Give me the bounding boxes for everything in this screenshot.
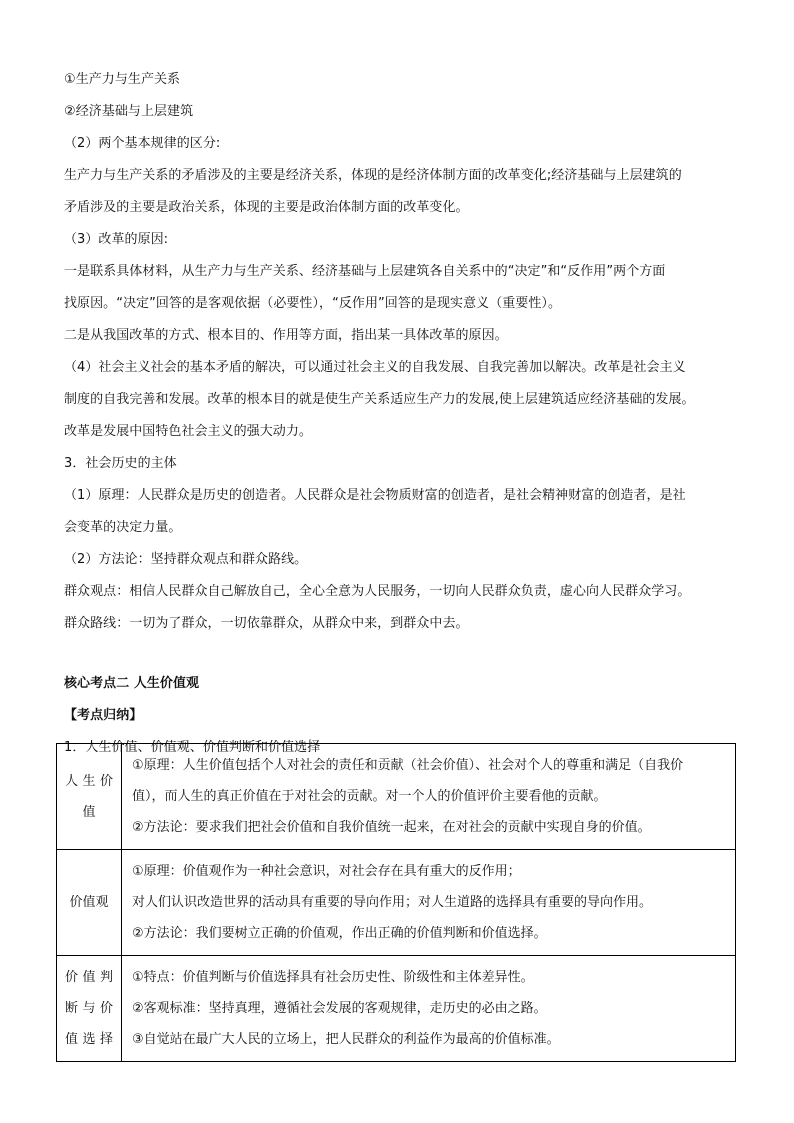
text-line: 改革是发展中国特色社会主义的强大动力。	[64, 424, 312, 439]
spacer	[64, 640, 736, 668]
cell-line: 值），而人生的真正价值在于对社会的贡献。对一个人的价值评价主要看他的贡献。	[132, 789, 607, 804]
row-header-text: 断与价	[65, 1001, 113, 1016]
text-line: 找原因。“决定”回答的是客观依据（必要性），“反作用”回答的是现实意义（重要性）。	[64, 296, 561, 311]
value-table	[56, 743, 736, 1062]
text-line: （2）方法论：坚持群众观点和群众路线。	[64, 552, 308, 567]
cell-line: ①原理：人生价值包括个人对社会的责任和贡献（社会价值）、社会对个人的尊重和满足（自我价	[132, 758, 684, 773]
cell-line: ②客观标准：坚持真理，遵循社会发展的客观规律，走历史的必由之路。	[132, 1001, 547, 1016]
section-title: 核心考点二 人生价值观	[64, 676, 200, 691]
text-line: 会变革的决定力量。	[64, 520, 182, 535]
document-page	[64, 64, 736, 764]
summary-label: 【考点归纳】	[64, 708, 143, 723]
cell-line: ③自觉站在最广大人民的立场上，把人民群众的利益作为最高的价值标准。	[132, 1032, 560, 1047]
text-line: ①生产力与生产关系	[64, 72, 181, 87]
text-line: 群众观点：相信人民群众自己解放自己，全心全意为人民服务，一切向人民群众负责，虚心向人民群众学习。	[64, 584, 691, 599]
text-line: 一是联系具体材料，从生产力与生产关系、经济基础与上层建筑各自关系中的“决定”和“反作用”两个方面	[64, 264, 666, 279]
row-content	[122, 850, 736, 956]
row-content	[122, 956, 736, 1062]
cell-line: ②方法论：我们要树立正确的价值观，作出正确的价值判断和价值选择。	[132, 926, 547, 941]
row-header-text: 值选择	[65, 1032, 113, 1047]
text-line: 二是从我国改革的方式、根本目的、作用等方面，指出某一具体改革的原因。	[64, 328, 508, 343]
text-line: （4）社会主义社会的基本矛盾的解决，可以通过社会主义的自我发展、自我完善加以解决。改革是社会主义	[64, 360, 686, 375]
row-header	[57, 850, 122, 956]
cell-line: ②方法论：要求我们把社会价值和自我价值统一起来，在对社会的贡献中实现自身的价值。	[132, 820, 651, 835]
text-line: （1）原理：人民群众是历史的创造者。人民群众是社会物质财富的创造者，是社会精神财富的创造者，是社	[64, 488, 686, 503]
section-heading: 3．社会历史的主体	[64, 456, 177, 471]
text-line: 制度的自我完善和发展。改革的根本目的就是使生产关系适应生产力的发展,使上层建筑适应经济基础的发展。	[64, 392, 695, 407]
text-line: 群众路线：一切为了群众，一切依靠群众，从群众中来，到群众中去。	[64, 616, 469, 631]
text-line: 生产力与生产关系的矛盾涉及的主要是经济关系，体现的是经济体制方面的改革变化;经济基础与上层建筑的	[64, 168, 682, 183]
row-header-text: 人生价	[65, 773, 113, 789]
table-caption: 1．人生价值、价值观、价值判断和价值选择	[64, 740, 321, 755]
row-header-text: 价值观	[69, 895, 109, 910]
table-row	[57, 850, 736, 956]
text-line: ②经济基础与上层建筑	[64, 104, 194, 119]
table-row	[57, 744, 736, 850]
cell-line: ①特点：价值判断与价值选择具有社会历史性、阶级性和主体差异性。	[132, 970, 534, 985]
text-line: 矛盾涉及的主要是政治关系，体现的主要是政治体制方面的改革变化。	[64, 200, 469, 215]
cell-line: 对人们认识改造世界的活动具有重要的导向作用；对人生道路的选择具有重要的导向作用。	[132, 895, 653, 910]
row-header-text: 价值判	[65, 970, 113, 985]
table-row	[57, 956, 736, 1062]
row-header	[57, 956, 122, 1062]
text-line: （2）两个基本规律的区分:	[64, 136, 221, 151]
cell-line: ①原理：价值观作为一种社会意识，对社会存在具有重大的反作用；	[132, 864, 521, 879]
row-content	[122, 744, 736, 850]
text-line: （3）改革的原因:	[64, 232, 169, 247]
row-header	[57, 744, 122, 850]
row-header-text: 值	[82, 804, 96, 820]
